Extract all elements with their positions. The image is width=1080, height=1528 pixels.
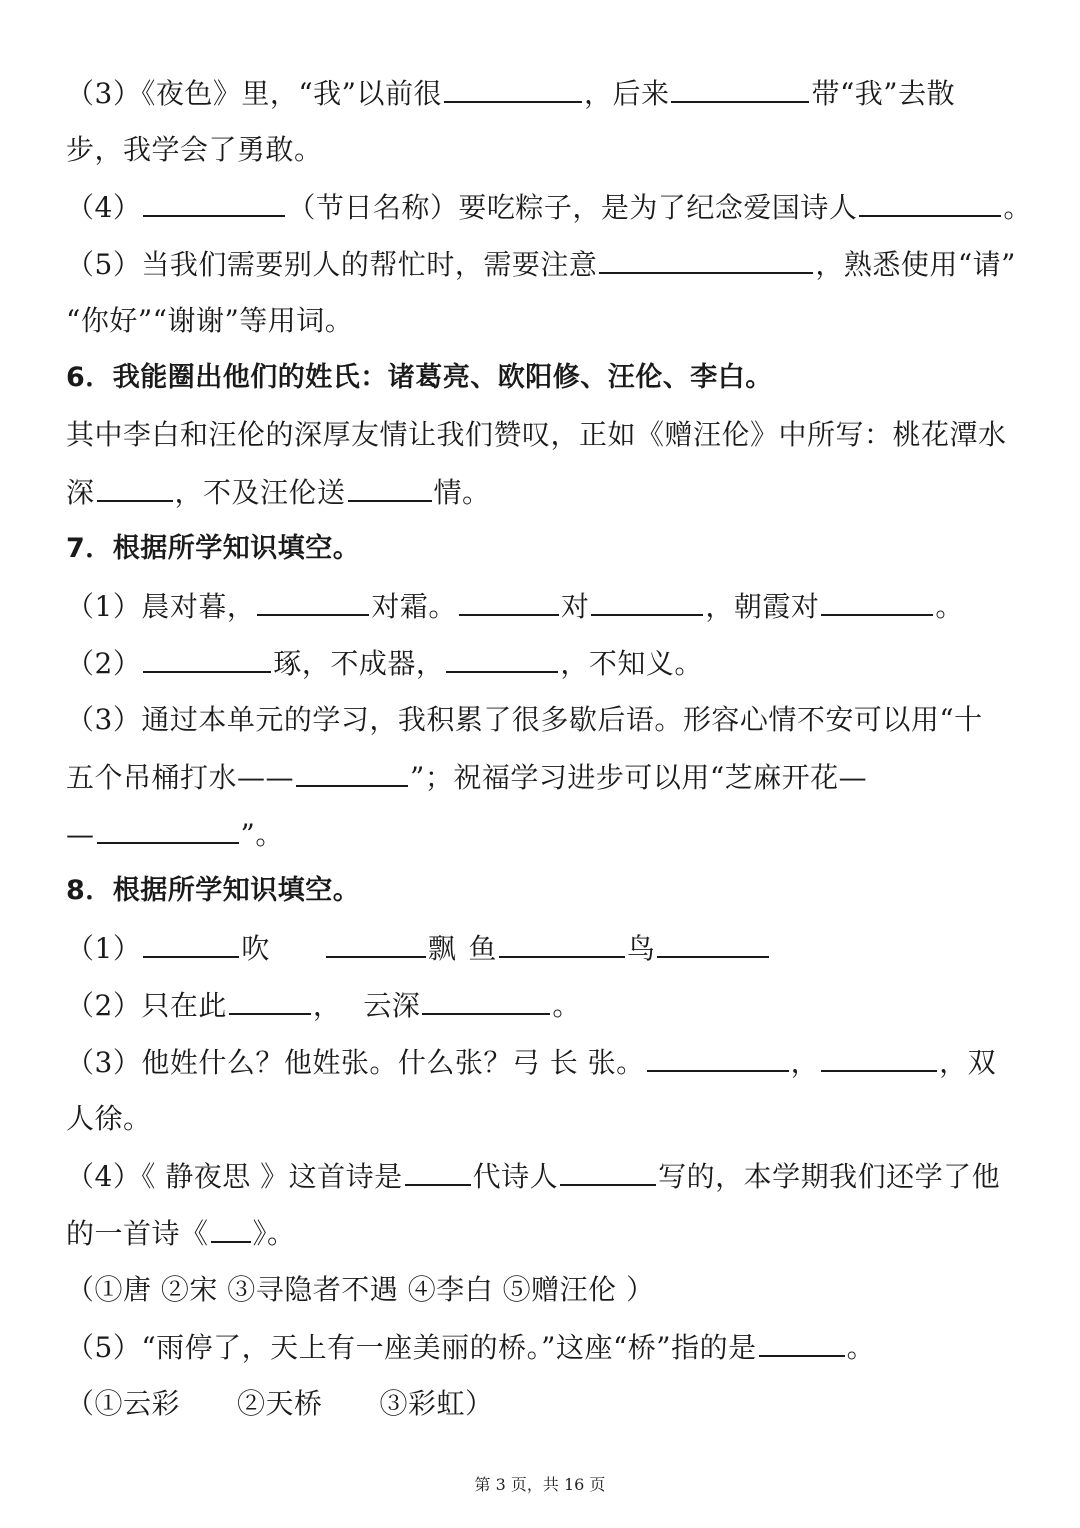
text: 。 xyxy=(846,1331,876,1364)
text: 的一首诗《 xyxy=(66,1217,209,1250)
q8-item3-line1 xyxy=(66,1042,996,1083)
answer-blank[interactable] xyxy=(143,643,271,673)
q8-heading: 8．根据所学知识填空。 xyxy=(66,875,361,906)
answer-blank[interactable] xyxy=(859,187,1001,217)
text: ”。 xyxy=(240,818,284,851)
answer-blank[interactable] xyxy=(229,985,311,1015)
text: ， xyxy=(790,1046,820,1079)
text: 。 xyxy=(552,989,581,1022)
text: 琢，不成器， xyxy=(273,647,445,680)
answer-blank[interactable] xyxy=(647,1042,789,1072)
answer-blank[interactable] xyxy=(143,928,239,958)
text: （1） xyxy=(66,932,142,965)
answer-blank[interactable] xyxy=(446,643,558,673)
text: 对霜。 xyxy=(371,590,457,623)
q6-heading: 6．我能圈出他们的姓氏：诸葛亮、欧阳修、汪伦、李白。 xyxy=(66,362,773,393)
text: 云深 xyxy=(363,989,421,1022)
text: ，朝霞对 xyxy=(705,590,820,623)
answer-blank[interactable] xyxy=(499,928,625,958)
text: 带“我”去散 xyxy=(811,77,956,110)
q5-item3-line1 xyxy=(66,73,955,114)
text: ，熟悉使用“请” xyxy=(815,248,1016,281)
text: 情。 xyxy=(433,476,491,509)
q8-item4-line2 xyxy=(66,1213,296,1254)
q8-item5-options: （①云彩 ②天桥 ③彩虹） xyxy=(66,1387,494,1420)
answer-blank[interactable] xyxy=(296,757,408,787)
text: ”；祝福学习进步可以用“芝麻开花— xyxy=(410,761,868,794)
answer-blank[interactable] xyxy=(143,187,285,217)
answer-blank[interactable] xyxy=(591,586,703,616)
text: （1）晨对暮， xyxy=(66,590,256,623)
text: 》。 xyxy=(252,1217,296,1250)
page-footer: 第 3 页，共 16 页 xyxy=(474,1475,606,1494)
text: 。 xyxy=(1003,191,1032,224)
answer-blank[interactable] xyxy=(326,928,426,958)
text: ， xyxy=(312,989,342,1022)
text: 鱼 xyxy=(468,932,497,965)
text: （2）只在此 xyxy=(66,989,227,1022)
q8-item3-line2: 人徐。 xyxy=(66,1102,152,1135)
answer-blank[interactable] xyxy=(97,472,173,502)
text: 飘 xyxy=(427,932,457,965)
text: （3）《夜色》里，“我”以前很 xyxy=(66,77,442,110)
text: （2） xyxy=(66,647,142,680)
q8-item2 xyxy=(66,985,581,1026)
answer-blank[interactable] xyxy=(211,1213,251,1243)
q8-item5 xyxy=(66,1327,875,1368)
q5-item5-line2: “你好”“谢谢”等用词。 xyxy=(66,304,354,337)
answer-blank[interactable] xyxy=(405,1156,471,1186)
q8-item1 xyxy=(66,928,771,969)
q7-heading: 7．根据所学知识填空。 xyxy=(66,533,361,564)
text: ，不及汪伦送 xyxy=(174,476,346,509)
answer-blank[interactable] xyxy=(444,73,582,103)
q6-line1: 其中李白和汪伦的深厚友情让我们赞叹，正如《赠汪伦》中所写：桃花潭水 xyxy=(66,418,1007,451)
q5-item3-line2: 步，我学会了勇敢。 xyxy=(66,133,323,166)
text: 深 xyxy=(66,476,95,509)
text: ，双 xyxy=(939,1046,997,1079)
q7-item2 xyxy=(66,643,703,684)
text: 鸟 xyxy=(626,932,656,965)
text: 。 xyxy=(935,590,964,623)
q7-item1 xyxy=(66,586,964,627)
text: 五个吊桶打水—— xyxy=(66,761,295,794)
text: ，不知义。 xyxy=(560,647,703,680)
answer-blank[interactable] xyxy=(257,586,369,616)
text: 对 xyxy=(560,590,590,623)
answer-blank[interactable] xyxy=(671,73,809,103)
text: （4） xyxy=(66,191,142,224)
answer-blank[interactable] xyxy=(459,586,559,616)
text: ，后来 xyxy=(583,77,670,110)
answer-blank[interactable] xyxy=(97,814,239,844)
text: （4）《 静夜思 》这首诗是 xyxy=(66,1160,403,1193)
text: （节日名称）要吃粽子，是为了纪念爱国诗人 xyxy=(287,191,858,224)
text: （3）他姓什么？他姓张。什么张？弓 长 张。 xyxy=(66,1046,645,1079)
q6-line2 xyxy=(66,472,491,513)
q5-item5-line1 xyxy=(66,244,1016,285)
q7-item3-line2 xyxy=(66,757,867,798)
answer-blank[interactable] xyxy=(599,244,813,274)
text: （5）“雨停了，天上有一座美丽的桥。”这座“桥”指的是 xyxy=(66,1331,757,1364)
text: （5）当我们需要别人的帮忙时，需要注意 xyxy=(66,248,598,281)
text: 代诗人 xyxy=(472,1160,559,1193)
answer-blank[interactable] xyxy=(759,1327,845,1357)
text: 吹 xyxy=(241,932,270,965)
answer-blank[interactable] xyxy=(422,985,550,1015)
answer-blank[interactable] xyxy=(560,1156,656,1186)
answer-blank[interactable] xyxy=(821,586,933,616)
answer-blank[interactable] xyxy=(348,472,432,502)
answer-blank[interactable] xyxy=(821,1042,937,1072)
text: 写的，本学期我们还学了他 xyxy=(658,1160,1001,1193)
q5-item4 xyxy=(66,187,1032,228)
answer-blank[interactable] xyxy=(657,928,769,958)
q7-item3-line3 xyxy=(66,814,284,855)
q7-item3-line1: （3）通过本单元的学习，我积累了很多歇后语。形容心情不安可以用“十 xyxy=(66,703,983,736)
q8-item4-options: （①唐 ②宋 ③寻隐者不遇 ④李白 ⑤赠汪伦 ） xyxy=(66,1273,655,1306)
text: — xyxy=(66,818,95,851)
q8-item4-line1 xyxy=(66,1156,1000,1197)
